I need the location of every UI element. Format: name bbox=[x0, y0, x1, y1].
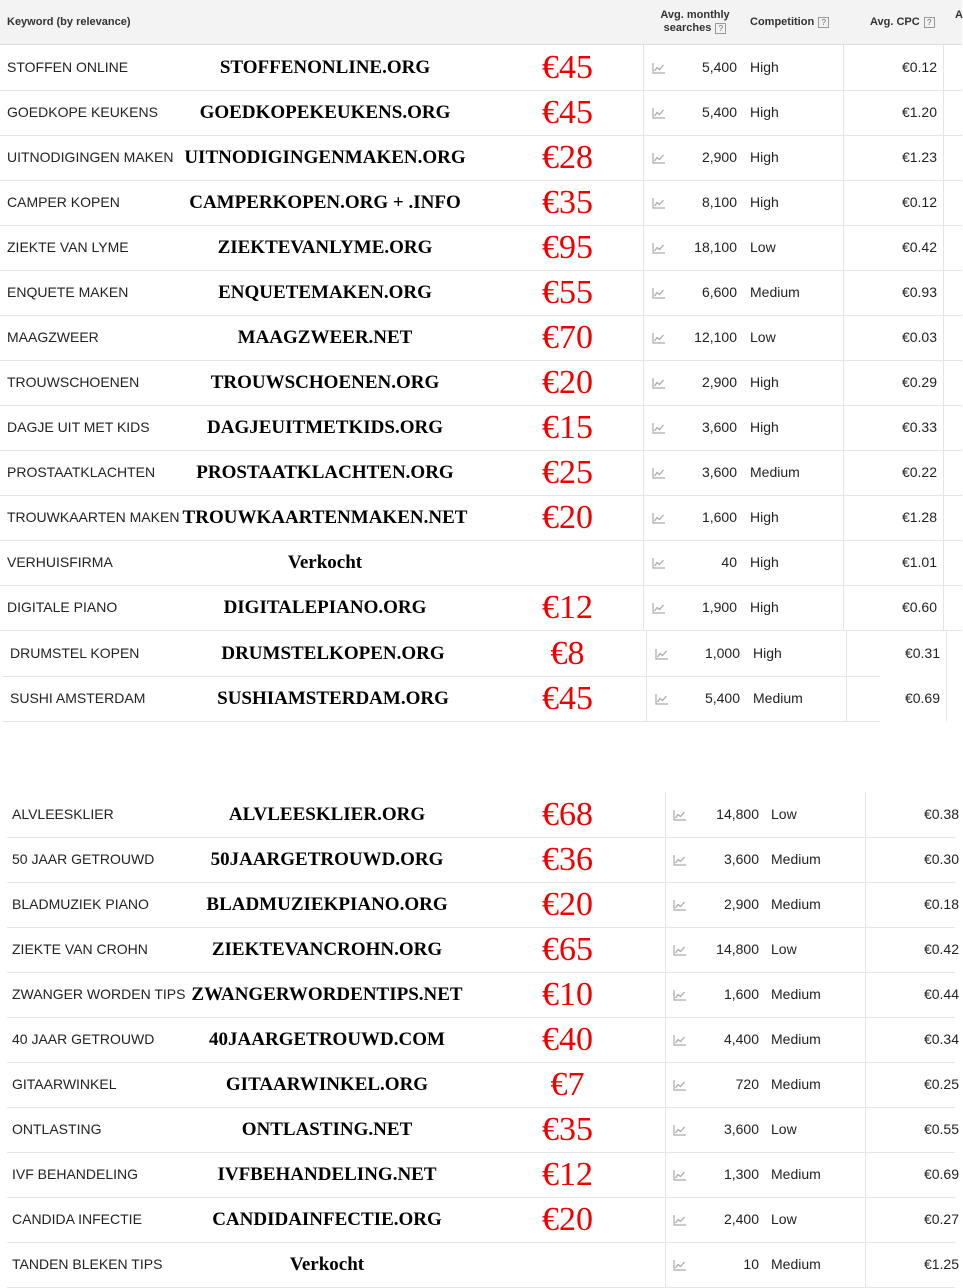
monthly-searches-value: 2,900 bbox=[723, 896, 759, 912]
monthly-searches-value: 1,000 bbox=[704, 645, 740, 661]
column-divider bbox=[665, 972, 666, 1017]
table-row bbox=[7, 1197, 959, 1243]
column-divider bbox=[843, 135, 844, 180]
price-label: €45 bbox=[542, 680, 593, 717]
column-divider bbox=[643, 450, 644, 495]
price-label: €20 bbox=[542, 886, 593, 923]
column-divider bbox=[843, 450, 844, 495]
column-divider bbox=[646, 631, 647, 676]
table-row bbox=[0, 585, 962, 631]
domain-name: Verkocht bbox=[287, 552, 363, 573]
price-label: €70 bbox=[542, 319, 593, 356]
table-row bbox=[0, 45, 962, 91]
cpc-value: €0.34 bbox=[923, 1031, 959, 1047]
column-divider bbox=[643, 270, 644, 315]
cpc-value: €0.29 bbox=[901, 374, 937, 390]
column-divider bbox=[865, 927, 866, 972]
domain-name: 50JAARGETROUWD.ORG bbox=[210, 849, 444, 870]
domain-name: ZWANGERWORDENTIPS.NET bbox=[191, 984, 463, 1005]
monthly-searches-value: 14,800 bbox=[716, 941, 759, 957]
keyword-cell[interactable]: DIGITALE PIANO bbox=[7, 599, 118, 615]
price-label: €40 bbox=[542, 1021, 593, 1058]
competition-value: High bbox=[750, 554, 779, 570]
price-label: €10 bbox=[542, 976, 593, 1013]
column-divider bbox=[846, 676, 847, 721]
monthly-searches-value: 720 bbox=[735, 1076, 759, 1092]
column-divider bbox=[643, 135, 644, 180]
column-divider bbox=[943, 450, 944, 495]
table-row bbox=[7, 837, 959, 883]
column-divider bbox=[865, 1152, 866, 1197]
column-divider bbox=[665, 882, 666, 927]
column-divider bbox=[665, 1017, 666, 1062]
table-row bbox=[0, 540, 962, 586]
column-divider bbox=[865, 792, 866, 837]
domain-name: MAAGZWEER.NET bbox=[237, 327, 413, 348]
column-divider bbox=[943, 315, 944, 360]
monthly-searches-value: 5,400 bbox=[701, 59, 737, 75]
searches-header-line2: searches bbox=[663, 22, 712, 34]
cpc-value: €0.55 bbox=[923, 1121, 959, 1137]
keyword-cell[interactable]: IVF BEHANDELING bbox=[12, 1166, 139, 1182]
competition-value: Medium bbox=[771, 1166, 821, 1182]
column-divider bbox=[943, 495, 944, 540]
competition-value: Medium bbox=[750, 464, 800, 480]
column-divider bbox=[665, 1152, 666, 1197]
table-row bbox=[0, 90, 962, 136]
monthly-searches-value: 40 bbox=[721, 554, 737, 570]
monthly-searches-value: 5,400 bbox=[704, 690, 740, 706]
column-divider bbox=[643, 540, 644, 585]
price-label: €8 bbox=[550, 635, 585, 672]
table-row bbox=[0, 135, 962, 181]
monthly-searches-value: 10 bbox=[743, 1256, 759, 1272]
domain-name: 40JAARGETROUWD.COM bbox=[209, 1029, 445, 1050]
column-divider bbox=[865, 837, 866, 882]
column-divider bbox=[846, 631, 847, 676]
price-label: €35 bbox=[542, 1111, 593, 1148]
keyword-cell[interactable]: 50 JAAR GETROUWD bbox=[12, 851, 155, 867]
monthly-searches-value: 5,400 bbox=[701, 104, 737, 120]
domain-name: CAMPERKOPEN.ORG + .INFO bbox=[189, 192, 461, 213]
keyword-cell[interactable]: BLADMUZIEK PIANO bbox=[12, 896, 149, 912]
truncated-column-header: A bbox=[955, 9, 963, 21]
help-icon[interactable]: ? bbox=[715, 23, 726, 34]
competition-value: High bbox=[750, 149, 779, 165]
monthly-searches-value: 14,800 bbox=[716, 806, 759, 822]
price-label: €65 bbox=[542, 931, 593, 968]
column-divider bbox=[943, 270, 944, 315]
competition-value: High bbox=[750, 419, 779, 435]
monthly-searches-value: 2,900 bbox=[701, 374, 737, 390]
monthly-searches-value: 8,100 bbox=[701, 194, 737, 210]
monthly-searches-value: 1,300 bbox=[723, 1166, 759, 1182]
keyword-cell[interactable]: ONTLASTING bbox=[12, 1121, 102, 1137]
monthly-searches-value: 12,100 bbox=[694, 329, 737, 345]
column-divider bbox=[943, 180, 944, 225]
monthly-searches-value: 6,600 bbox=[701, 284, 737, 300]
column-divider bbox=[643, 90, 644, 135]
table-row bbox=[3, 631, 940, 677]
competition-value: Medium bbox=[750, 284, 800, 300]
keyword-cell[interactable]: VERHUISFIRMA bbox=[7, 554, 113, 570]
cpc-value: €1.01 bbox=[901, 554, 937, 570]
domain-name: BLADMUZIEKPIANO.ORG bbox=[206, 894, 448, 915]
domain-name: PROSTAATKLACHTEN.ORG bbox=[196, 462, 454, 483]
competition-value: Low bbox=[771, 1211, 797, 1227]
cpc-value: €0.22 bbox=[901, 464, 937, 480]
table-row bbox=[0, 180, 962, 226]
keyword-cell[interactable]: MAAGZWEER bbox=[7, 329, 99, 345]
column-divider bbox=[943, 360, 944, 405]
competition-value: Medium bbox=[771, 896, 821, 912]
column-divider bbox=[943, 45, 944, 90]
cpc-value: €0.33 bbox=[901, 419, 937, 435]
column-divider bbox=[946, 676, 947, 721]
column-divider bbox=[943, 405, 944, 450]
domain-name: STOFFENONLINE.ORG bbox=[219, 57, 431, 78]
column-divider bbox=[843, 405, 844, 450]
cpc-value: €0.12 bbox=[901, 194, 937, 210]
cpc-header-label: Avg. CPC bbox=[870, 16, 920, 28]
domain-name: ZIEKTEVANCROHN.ORG bbox=[211, 939, 443, 960]
competition-value: High bbox=[750, 104, 779, 120]
domain-name: DIGITALEPIANO.ORG bbox=[223, 597, 427, 618]
cpc-value: €0.31 bbox=[904, 645, 940, 661]
monthly-searches-value: 1,600 bbox=[723, 986, 759, 1002]
table-row bbox=[7, 1242, 959, 1288]
keyword-cell[interactable]: ZIEKTE VAN CROHN bbox=[12, 941, 148, 957]
keyword-cell[interactable]: SUSHI AMSTERDAM bbox=[10, 690, 146, 706]
keyword-cell[interactable]: STOFFEN ONLINE bbox=[7, 59, 129, 75]
domain-name: ENQUETEMAKEN.ORG bbox=[218, 282, 432, 303]
column-divider bbox=[865, 1017, 866, 1062]
domain-name: Verkocht bbox=[289, 1254, 365, 1275]
table-header bbox=[0, 0, 962, 45]
column-divider bbox=[865, 1197, 866, 1242]
monthly-searches-value: 3,600 bbox=[723, 1121, 759, 1137]
searches-header-line1: Avg. monthly bbox=[660, 9, 730, 21]
domain-name: DRUMSTELKOPEN.ORG bbox=[221, 643, 445, 664]
competition-value: High bbox=[750, 59, 779, 75]
keyword-cell[interactable]: ZIEKTE VAN LYME bbox=[7, 239, 129, 255]
domain-name: ONTLASTING.NET bbox=[241, 1119, 413, 1140]
column-divider bbox=[646, 676, 647, 721]
competition-value: High bbox=[750, 374, 779, 390]
cpc-value: €0.03 bbox=[901, 329, 937, 345]
competition-value: High bbox=[750, 194, 779, 210]
column-divider bbox=[943, 135, 944, 180]
competition-value: Medium bbox=[771, 851, 821, 867]
column-divider bbox=[943, 585, 944, 630]
column-divider bbox=[643, 315, 644, 360]
domain-name: DAGJEUITMETKIDS.ORG bbox=[207, 417, 443, 438]
column-divider bbox=[643, 495, 644, 540]
table-row bbox=[7, 1107, 959, 1153]
competition-value: Medium bbox=[753, 690, 803, 706]
cpc-value: €0.12 bbox=[901, 59, 937, 75]
column-divider bbox=[843, 540, 844, 585]
price-label: €12 bbox=[542, 1156, 593, 1193]
domain-name: IVFBEHANDELING.NET bbox=[217, 1164, 437, 1185]
domain-name: GITAARWINKEL.ORG bbox=[225, 1074, 429, 1095]
column-divider bbox=[665, 1197, 666, 1242]
keyword-column-header[interactable]: Keyword (by relevance) bbox=[7, 16, 131, 28]
monthly-searches-value: 1,600 bbox=[701, 509, 737, 525]
price-label: €7 bbox=[550, 1066, 585, 1103]
cpc-value: €0.60 bbox=[901, 599, 937, 615]
column-divider bbox=[665, 1062, 666, 1107]
domain-name: CANDIDAINFECTIE.ORG bbox=[212, 1209, 442, 1230]
price-label: €25 bbox=[542, 454, 593, 491]
cpc-value: €0.30 bbox=[923, 851, 959, 867]
competition-value: Low bbox=[750, 329, 776, 345]
column-divider bbox=[843, 45, 844, 90]
column-divider bbox=[665, 1107, 666, 1152]
price-label: €28 bbox=[542, 139, 593, 176]
competition-value: High bbox=[750, 599, 779, 615]
column-divider bbox=[665, 837, 666, 882]
column-divider bbox=[865, 882, 866, 927]
table-row bbox=[7, 792, 959, 838]
cpc-value: €0.93 bbox=[901, 284, 937, 300]
domain-name: ALVLEESKLIER.ORG bbox=[228, 804, 426, 825]
competition-column-header[interactable] bbox=[750, 16, 829, 28]
table-row bbox=[0, 315, 962, 361]
domain-name: ZIEKTEVANLYME.ORG bbox=[217, 237, 433, 258]
keyword-cell[interactable]: UITNODIGINGEN MAKEN bbox=[7, 149, 174, 165]
price-label: €35 bbox=[542, 184, 593, 221]
column-divider bbox=[843, 90, 844, 135]
column-divider bbox=[865, 972, 866, 1017]
table-row bbox=[3, 676, 940, 722]
monthly-searches-value: 4,400 bbox=[723, 1031, 759, 1047]
cpc-value: €0.25 bbox=[923, 1076, 959, 1092]
monthly-searches-value: 2,400 bbox=[723, 1211, 759, 1227]
help-icon[interactable]: ? bbox=[818, 17, 829, 28]
keyword-cell[interactable]: CANDIDA INFECTIE bbox=[12, 1211, 142, 1227]
column-divider bbox=[843, 315, 844, 360]
competition-value: High bbox=[750, 509, 779, 525]
monthly-searches-value: 1,900 bbox=[701, 599, 737, 615]
column-divider bbox=[943, 90, 944, 135]
price-label: €55 bbox=[542, 274, 593, 311]
cpc-value: €0.69 bbox=[904, 690, 940, 706]
keyword-cell[interactable]: DRUMSTEL KOPEN bbox=[10, 645, 140, 661]
domain-name: UITNODIGINGENMAKEN.ORG bbox=[184, 147, 466, 168]
competition-header-label: Competition bbox=[750, 16, 815, 28]
keyword-cell[interactable]: CAMPER KOPEN bbox=[7, 194, 120, 210]
keyword-cell[interactable]: ALVLEESKLIER bbox=[12, 806, 114, 822]
column-divider bbox=[946, 631, 947, 676]
monthly-searches-value: 3,600 bbox=[723, 851, 759, 867]
cpc-value: €1.25 bbox=[923, 1256, 959, 1272]
competition-value: Medium bbox=[771, 1256, 821, 1272]
column-divider bbox=[665, 927, 666, 972]
table-row bbox=[0, 360, 962, 406]
column-divider bbox=[665, 1242, 666, 1287]
column-divider bbox=[843, 225, 844, 270]
cpc-value: €0.18 bbox=[923, 896, 959, 912]
price-label: €68 bbox=[542, 796, 593, 833]
keyword-cell[interactable]: DAGJE UIT MET KIDS bbox=[7, 419, 150, 435]
column-divider bbox=[943, 540, 944, 585]
domain-name: SUSHIAMSTERDAM.ORG bbox=[217, 688, 449, 709]
price-label: €20 bbox=[542, 499, 593, 536]
price-label: €45 bbox=[542, 49, 593, 86]
domain-name: TROUWSCHOENEN.ORG bbox=[210, 372, 440, 393]
price-label: €12 bbox=[542, 589, 593, 626]
competition-value: Low bbox=[771, 941, 797, 957]
competition-value: Low bbox=[771, 1121, 797, 1137]
table-row bbox=[0, 495, 962, 541]
cpc-value: €0.42 bbox=[901, 239, 937, 255]
table-row bbox=[7, 1017, 959, 1063]
cpc-column-header[interactable] bbox=[870, 16, 935, 28]
column-divider bbox=[643, 360, 644, 405]
table-row bbox=[7, 1152, 959, 1198]
cpc-value: €0.44 bbox=[923, 986, 959, 1002]
monthly-searches-value: 2,900 bbox=[701, 149, 737, 165]
column-divider bbox=[665, 792, 666, 837]
column-divider bbox=[643, 180, 644, 225]
table-row bbox=[7, 1062, 959, 1108]
domain-name: GOEDKOPEKEUKENS.ORG bbox=[199, 102, 451, 123]
keyword-cell[interactable]: GITAARWINKEL bbox=[12, 1076, 117, 1092]
price-label: €20 bbox=[542, 364, 593, 401]
price-label: €36 bbox=[542, 841, 593, 878]
column-divider bbox=[843, 270, 844, 315]
competition-value: High bbox=[753, 645, 782, 661]
table-row bbox=[0, 450, 962, 496]
column-divider bbox=[643, 225, 644, 270]
column-divider bbox=[865, 1062, 866, 1107]
column-divider bbox=[643, 585, 644, 630]
monthly-searches-value: 3,600 bbox=[701, 464, 737, 480]
price-label: €15 bbox=[542, 409, 593, 446]
column-divider bbox=[865, 1107, 866, 1152]
price-label: €45 bbox=[542, 94, 593, 131]
column-divider bbox=[865, 1242, 866, 1287]
searches-column-header[interactable] bbox=[652, 9, 738, 35]
keyword-cell[interactable]: TROUWKAARTEN MAKEN bbox=[7, 509, 180, 525]
table-row bbox=[0, 405, 962, 451]
cpc-value: €0.27 bbox=[923, 1211, 959, 1227]
cpc-value: €1.28 bbox=[901, 509, 937, 525]
column-divider bbox=[843, 495, 844, 540]
help-icon[interactable]: ? bbox=[924, 17, 935, 28]
column-divider bbox=[843, 180, 844, 225]
monthly-searches-value: 3,600 bbox=[701, 419, 737, 435]
cpc-value: €1.20 bbox=[901, 104, 937, 120]
domain-name: TROUWKAARTENMAKEN.NET bbox=[182, 507, 468, 528]
table-row bbox=[7, 927, 959, 973]
column-divider bbox=[843, 360, 844, 405]
keyword-cell[interactable]: TROUWSCHOENEN bbox=[7, 374, 140, 390]
table-row bbox=[7, 972, 959, 1018]
keyword-cell[interactable]: ENQUETE MAKEN bbox=[7, 284, 129, 300]
column-divider bbox=[643, 405, 644, 450]
competition-value: Low bbox=[771, 806, 797, 822]
competition-value: Medium bbox=[771, 1031, 821, 1047]
column-divider bbox=[843, 585, 844, 630]
competition-value: Low bbox=[750, 239, 776, 255]
cpc-value: €0.38 bbox=[923, 806, 959, 822]
competition-value: Medium bbox=[771, 986, 821, 1002]
column-divider bbox=[643, 45, 644, 90]
keyword-cell[interactable]: 40 JAAR GETROUWD bbox=[12, 1031, 155, 1047]
column-divider bbox=[943, 225, 944, 270]
cpc-value: €0.42 bbox=[923, 941, 959, 957]
competition-value: Medium bbox=[771, 1076, 821, 1092]
cpc-value: €0.69 bbox=[923, 1166, 959, 1182]
monthly-searches-value: 18,100 bbox=[694, 239, 737, 255]
table-row bbox=[0, 270, 962, 316]
cpc-value: €1.23 bbox=[901, 149, 937, 165]
keyword-cell[interactable]: ZWANGER WORDEN TIPS bbox=[12, 986, 186, 1002]
table-row bbox=[0, 225, 962, 271]
keyword-cell[interactable]: TANDEN BLEKEN TIPS bbox=[12, 1256, 163, 1272]
price-label: €20 bbox=[542, 1201, 593, 1238]
keyword-cell[interactable]: GOEDKOPE KEUKENS bbox=[7, 104, 158, 120]
price-label: €95 bbox=[542, 229, 593, 266]
table-row bbox=[7, 882, 959, 928]
keyword-cell[interactable]: PROSTAATKLACHTEN bbox=[7, 464, 156, 480]
